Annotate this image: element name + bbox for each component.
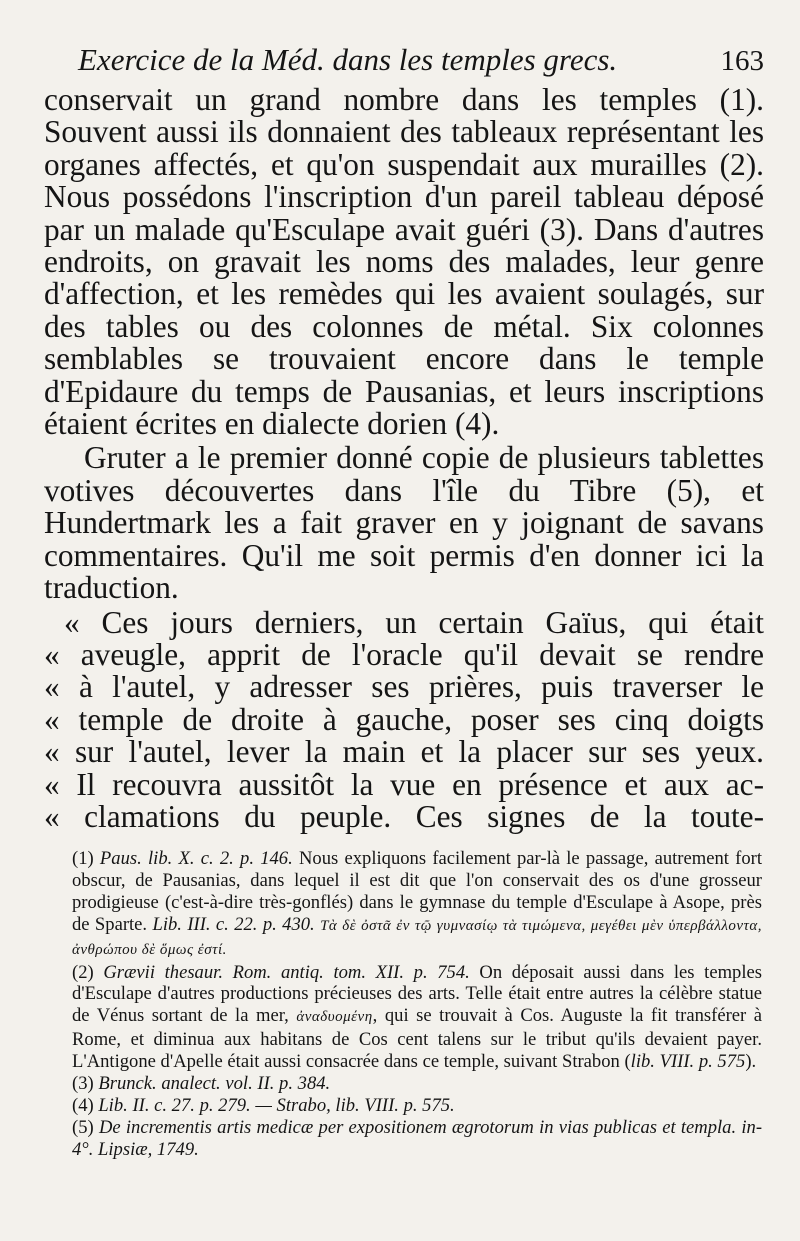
footnote-citation: Lib. III. c. 22. p. 430. [152,913,315,935]
footnote-citation: lib. VIII. p. 575 [630,1051,746,1073]
footnote-text: , qui se trouvait à Cos. Auguste la fit transférer à Rome, et diminua aux habitans de Cos cent talens sur le tribut qu'ils devaient payer. L'Antigone d'Apelle était aussi consacrée dans ce temple, suivant Strabon ( [72,1005,762,1073]
running-header [78,40,764,84]
quote-line: « sur l'autel, lever la main et la placer sur ses yeux. [44,734,764,770]
paragraph-1: conservait un grand nombre dans les temples (1). Souvent aussi ils donnaient des tableaux représentant les organes affectés, et qu'on suspendait aux murailles (2). Nous possédons l'inscription d'un pareil tableau déposé par un malade qu'Esculape avait guéri (3). Dans d'autres endroits, on gravait les noms des malades, leur genre d'affection, et les remèdes qui les avaient soulagés, sur des tables ou des colonnes de métal. Six colonnes semblables se trouvaient encore dans le temple d'Epidaure du temps de Pausanias, et leurs inscriptions étaient écrites en dialecte dorien (4). [44,82,764,442]
footnote-marker: (4) [72,1094,94,1116]
footnote-citation: Brunck. analect. vol. II. p. 384. [98,1073,331,1095]
footnote-4 [72,1095,762,1117]
quote-line: « à l'autel, y adresser ses prières, puis traverser le [44,669,764,705]
quote-line: « Il recouvra aussitôt la vue en présence et aux ac- [44,766,764,802]
footnote-citation: Grævii thesaur. Rom. antiq. tom. XII. p. 754. [103,961,470,983]
quote-line: « clamations du peuple. Ces signes de la toute- [44,798,764,834]
footnote-marker: (3) [72,1073,94,1095]
footnote-citation: Lib. II. c. 27. p. 279. — Strabo, lib. VIII. p. 575. [98,1094,455,1116]
page-number: 163 [720,45,764,77]
running-title: Exercice de la Méd. dans les temples grecs. [78,42,618,77]
footnote-citation: Paus. lib. X. c. 2. p. 146. [99,848,293,869]
quotation [44,604,764,834]
quote-line: « Ces jours derniers, un certain Gaïus, qui était [64,604,764,640]
footnote-marker: (5) [72,1116,94,1138]
footnote-2 [72,962,762,1074]
footnote-1 [72,848,762,962]
paragraph-2: Gruter a le premier donné copie de plusieurs tablettes votives découvertes dans l'île du Tibre (5), et Hundertmark les a fait graver en y joignant de savans commentaires. Qu'il me soit permis d'en donner ici la traduction. [44,440,764,606]
quote-line: « temple de droite à gauche, poser ses cinq doigts [44,701,764,737]
footnote-text: On déposait aussi dans les temples d'Esculape d'autres productions précieuses des arts. Telle était entre autres la célèbre statue de Vénus sortant de la mer, [72,961,762,1027]
greek-quotation: Τὰ δὲ ὀστᾶ ἐν τῷ γυμνασίῳ τὰ τιμώμενα, μεγέθει μὲν ὑπερβάλλοντα, ἀνθρώπου δὲ ὅμως ἐστί. [72,917,763,958]
quote-line: « aveugle, apprit de l'oracle qu'il devait se rendre [44,636,764,672]
footnotes [72,848,762,1161]
footnote-citation: De incrementis artis medicæ per expositionem ægrotorum in vias publicas et templa. in-4°. Lipsiæ, 1749. [72,1116,763,1160]
footnote-text: Nous expliquons facilement par-là le passage, autrement fort obscur, de Pausanias, dans lequel il est dit que l'on conservait des os d'une grosseur prodigieuse (c'est-à-dire très-gonflés) dans le gymnase du temple d'Esculape à Asope, près de Sparte. [72,848,762,935]
footnote-5 [72,1117,762,1161]
footnote-marker: (1) [72,848,94,869]
main-text [44,84,764,833]
footnote-marker: (2) [72,961,94,983]
greek-word: ἀναδυομένη [296,1009,373,1026]
footnote-text: ). [745,1051,757,1073]
footnote-3 [72,1073,762,1095]
